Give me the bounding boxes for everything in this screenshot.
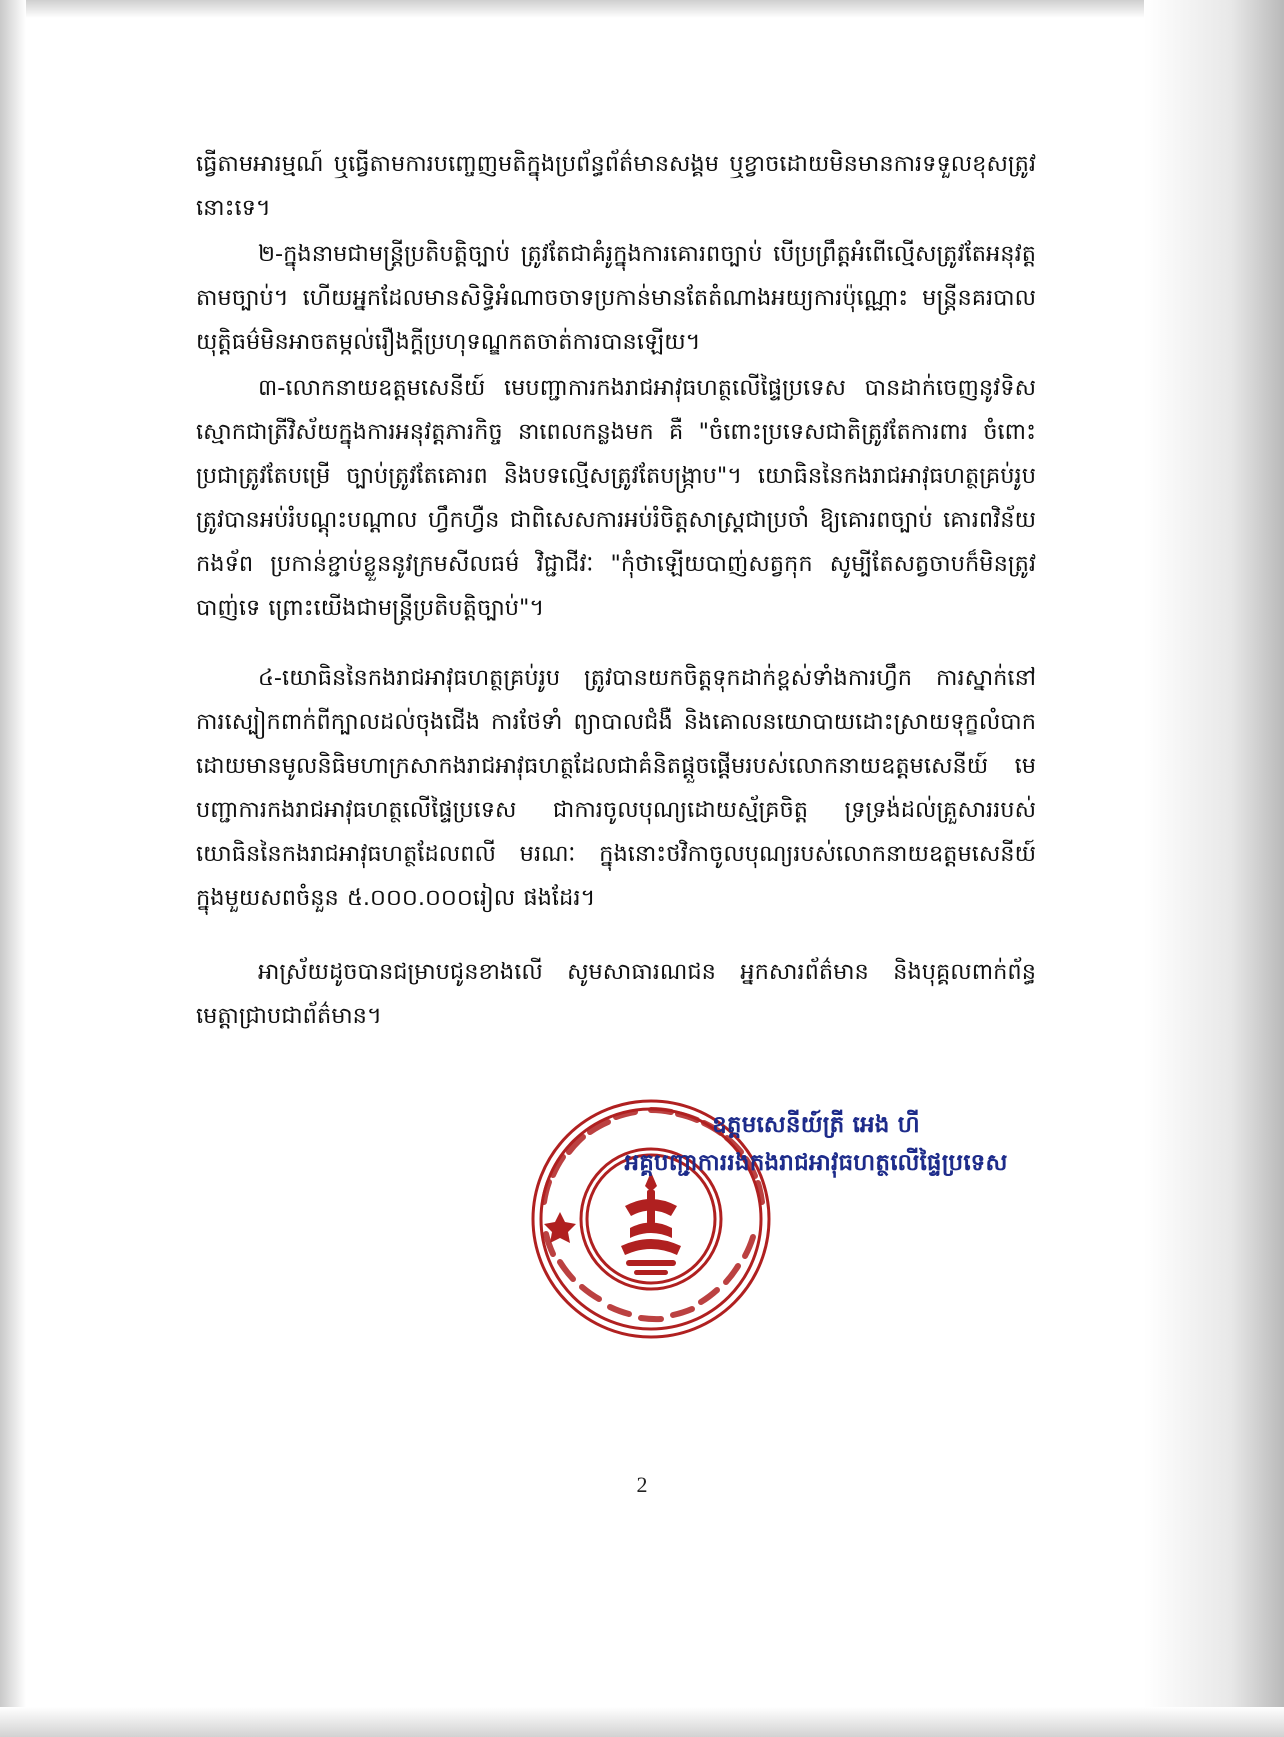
paragraph-continuation: ធ្វើតាមអារម្មណ៍ ឬធ្វើតាមការបញ្ចេញមតិក្នុងប្រព័ន្ធព័ត៌មានសង្គម ឬខ្វាចដោយមិនមានការទទួលខុសត្រូវនោះទេ។ bbox=[196, 151, 1036, 221]
paragraph-item-3: ៣-លោកនាយឧត្តមសេនីយ៍ មេបញ្ជាការកងរាជអាវុធហត្ថលើផ្ទៃប្រទេស បានដាក់ចេញនូវទិសស្មោកជាត្រីវិស័យក្នុងការអនុវត្តភារកិច្ច នាពេលកន្លងមក គឺ "ចំពោះប្រទេសជាតិត្រូវតែការពារ ចំពោះប្រជាត្រូវតែបម្រើ ច្បាប់ត្រូវតែគោរព និងបទល្មើសត្រូវតែបង្ក្រាប"។ យោធិននៃកងរាជអាវុធហត្ថគ្រប់រូប ត្រូវបានអប់រំបណ្ដុះបណ្ដាល ហ្វឹកហ្វឺន ជាពិសេសការអប់រំចិត្តសាស្ត្រជាប្រចាំ ឱ្យគោរពច្បាប់ គោរពវិន័យកងទ័ព ប្រកាន់ខ្ជាប់ខ្លួននូវក្រមសីលធម៌ វិជ្ជាជីវៈ "កុំថាឡើយបាញ់សត្វកុក សូម្បីតែសត្វចាបក៏មិនត្រូវបាញ់ទេ ព្រោះយើងជាមន្ត្រីប្រតិបត្តិច្បាប់"។ bbox=[196, 375, 1036, 621]
paragraph-item-2: ២-ក្នុងនាមជាមន្ត្រីប្រតិបត្តិច្បាប់ ត្រូវតែជាគំរូក្នុងការគោរពច្បាប់ បើប្រព្រឹត្តអំពើល្មើសត្រូវតែអនុវត្តតាមច្បាប់។ ហើយអ្នកដែលមានសិទ្ធិអំណាចចាទប្រកាន់មានតែតំណាងអយ្យការប៉ុណ្ណោះ មន្ត្រីនគរបាលយុត្តិធម៌មិនអាចតម្កល់រឿងក្តីប្រហុទណ្ឌកតចាត់ការបានឡើយ។ bbox=[196, 241, 1036, 355]
scan-shadow-bottom bbox=[0, 1707, 1284, 1737]
page-number: 2 bbox=[636, 1472, 648, 1497]
signature-text bbox=[556, 1106, 1076, 1182]
paragraph-closing: អាស្រ័យដូចបានជម្រាបជូនខាងលើ សូមសាធារណជន អ្នកសារព័ត៌មាន និងបុគ្គលពាក់ព័ន្ធ មេត្តាជ្រាបជាព័ត៌មាន។ bbox=[196, 959, 1036, 1029]
signature-name: ឧត្តមសេនីយ៍ត្រី អេង ហី bbox=[712, 1112, 920, 1138]
signature-title: អគ្គបញ្ជាការរងកងរាជអាវុធហត្ថលើផ្ទៃប្រទេស bbox=[624, 1150, 1008, 1176]
paragraph-item-4: ៤-យោធិននៃកងរាជអាវុធហត្ថគ្រប់រូប ត្រូវបានយកចិត្តទុកដាក់ខ្ពស់ទាំងការហ្វឹក ការស្នាក់នៅ ការស្បៀកពាក់ពីក្បាលដល់ចុងជើង ការថែទាំ ព្យាបាលជំងឺ និងគោលនយោបាយដោះស្រាយទុក្ខលំបាក ដោយមានមូលនិធិមហាក្រសាកងរាជអាវុធហត្ថដែលជាគំនិតផ្ដួចផ្ដើមរបស់លោកនាយឧត្តមសេនីយ៍ មេបញ្ជាការកងរាជអាវុធហត្ថលើផ្ទៃប្រទេស ជាការចូលបុណ្យដោយស្ម័គ្រចិត្ត ទ្រទ្រង់ដល់គ្រួសាររបស់យោធិននៃកងរាជអាវុធហត្ថដែលពលី មរណៈ ក្នុងនោះថវិកាចូលបុណ្យរបស់លោកនាយឧត្តមសេនីយ៍ ក្នុងមួយសពចំនួន ៥.០០០.០០០រៀល ផងដែរ។ bbox=[196, 665, 1036, 911]
document-body bbox=[196, 142, 1036, 1040]
scan-shadow-top bbox=[0, 0, 1284, 18]
signature-block bbox=[196, 1090, 1096, 1310]
